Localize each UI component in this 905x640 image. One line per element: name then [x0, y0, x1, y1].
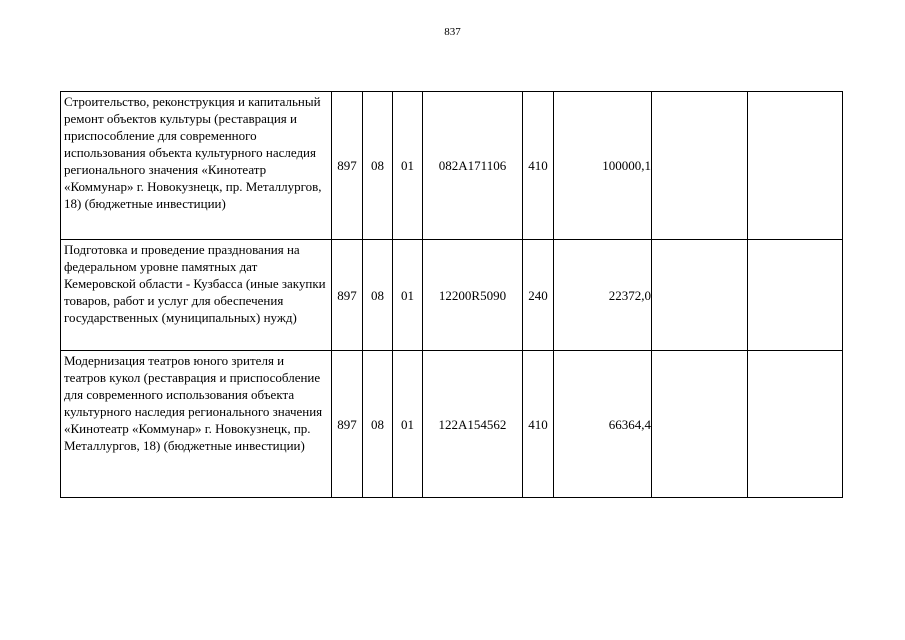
ved-code-cell: 897 — [332, 351, 363, 498]
expense-type-cell: 410 — [523, 351, 554, 498]
subsection-code-cell: 01 — [393, 351, 423, 498]
section-code-cell: 08 — [363, 92, 393, 240]
amount-cell: 100000,1 — [554, 92, 652, 240]
amount-cell: 66364,4 — [554, 351, 652, 498]
table-row — [61, 240, 843, 351]
budget-table — [60, 91, 843, 498]
amount-cell: 22372,0 — [554, 240, 652, 351]
target-article-cell: 12200R5090 — [423, 240, 523, 351]
section-code-cell: 08 — [363, 351, 393, 498]
subsection-code-cell: 01 — [393, 92, 423, 240]
ved-code-cell: 897 — [332, 92, 363, 240]
page-number: 837 — [444, 26, 461, 38]
amount-2-cell — [652, 351, 748, 498]
row-name-cell: Подготовка и проведение празднования на федеральном уровне памятных дат Кемеровской области - Кузбасса (иные закупки товаров, работ и услуг для обеспечения государственных (муниципальных) нужд) — [61, 240, 332, 351]
amount-3-cell — [748, 240, 843, 351]
section-code-cell: 08 — [363, 240, 393, 351]
ved-code-cell: 897 — [332, 240, 363, 351]
amount-2-cell — [652, 92, 748, 240]
table-row — [61, 92, 843, 240]
target-article-cell: 122A154562 — [423, 351, 523, 498]
target-article-cell: 082A171106 — [423, 92, 523, 240]
subsection-code-cell: 01 — [393, 240, 423, 351]
row-name-cell: Строительство, реконструкция и капитальный ремонт объектов культуры (реставрация и приспособление для современного использования объекта культурного наследия регионального значения «Кинотеатр «Коммунар» г. Новокузнецк, пр. Металлургов, 18) (бюджетные инвестиции) — [61, 92, 332, 240]
amount-3-cell — [748, 351, 843, 498]
expense-type-cell: 410 — [523, 92, 554, 240]
amount-3-cell — [748, 92, 843, 240]
expense-type-cell: 240 — [523, 240, 554, 351]
table-row — [61, 351, 843, 498]
amount-2-cell — [652, 240, 748, 351]
row-name-cell: Модернизация театров юного зрителя и театров кукол (реставрация и приспособление для современного использования объекта культурного наследия регионального значения «Кинотеатр «Коммунар» г. Новокузнецк, пр. Металлургов, 18) (бюджетные инвестиции) — [61, 351, 332, 498]
